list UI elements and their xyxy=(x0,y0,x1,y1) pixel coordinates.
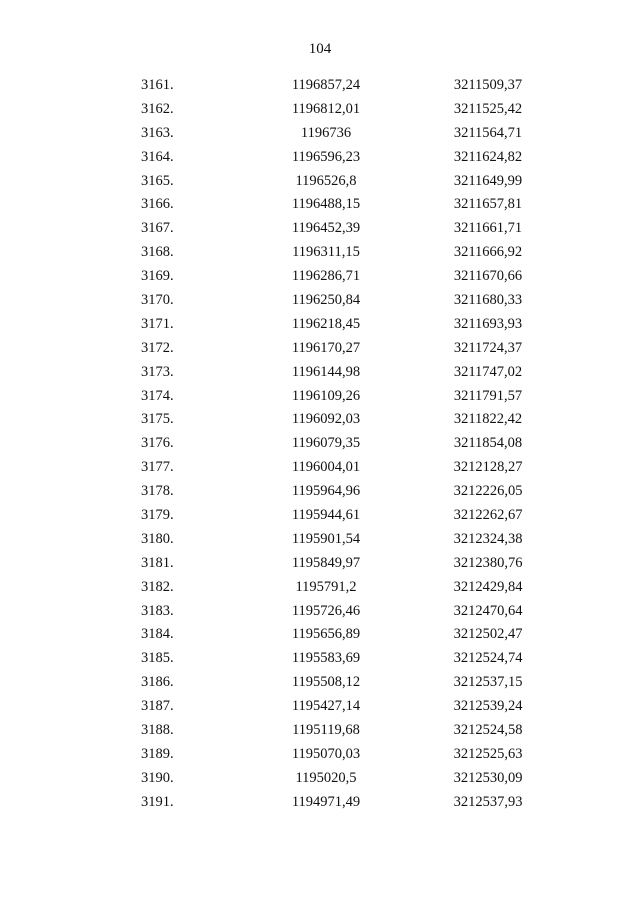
coordinate-x: 1196812,01 xyxy=(291,100,361,117)
coordinate-x: 1196736 xyxy=(300,124,352,141)
coordinate-y: 3212539,24 xyxy=(453,698,523,715)
table-row xyxy=(0,74,640,98)
table-row xyxy=(0,791,640,815)
table-row xyxy=(0,767,640,791)
coordinate-x: 1196109,26 xyxy=(291,387,361,404)
point-number: 3169. xyxy=(141,268,174,285)
coordinate-x: 1196596,23 xyxy=(291,148,361,165)
coordinate-x: 1195849,97 xyxy=(291,554,361,571)
point-number: 3172. xyxy=(141,339,174,356)
coordinate-y: 3212537,93 xyxy=(453,793,523,810)
coordinate-y: 3212429,84 xyxy=(453,578,523,595)
coordinate-y: 3211657,81 xyxy=(453,196,523,213)
coordinate-y: 3212524,58 xyxy=(453,722,523,739)
point-number: 3190. xyxy=(141,769,174,786)
coordinate-y: 3211661,71 xyxy=(453,220,523,237)
point-number: 3187. xyxy=(141,698,174,715)
table-row xyxy=(0,408,640,432)
point-number: 3164. xyxy=(141,148,174,165)
coordinate-y: 3212128,27 xyxy=(453,459,523,476)
point-number: 3183. xyxy=(141,602,174,619)
coordinate-y: 3211693,93 xyxy=(453,315,523,332)
table-row xyxy=(0,743,640,767)
coordinate-y: 3212262,67 xyxy=(453,507,523,524)
coordinate-x: 1195964,96 xyxy=(291,483,361,500)
coordinate-y: 3211624,82 xyxy=(453,148,523,165)
coordinate-y: 3211509,37 xyxy=(453,77,523,93)
point-number: 3186. xyxy=(141,674,174,691)
coordinate-x: 1196857,24 xyxy=(291,77,361,93)
coordinate-y: 3211724,37 xyxy=(453,339,523,356)
table-row xyxy=(0,671,640,695)
table-row xyxy=(0,480,640,504)
table-row xyxy=(0,576,640,600)
point-number: 3184. xyxy=(141,626,174,643)
coordinate-x: 1196092,03 xyxy=(291,411,361,428)
table-row xyxy=(0,313,640,337)
point-number: 3162. xyxy=(141,100,174,117)
table-row xyxy=(0,719,640,743)
point-number: 3178. xyxy=(141,483,174,500)
table-row xyxy=(0,170,640,194)
coordinate-x: 1195656,89 xyxy=(291,626,361,643)
point-number: 3163. xyxy=(141,124,174,141)
table-row xyxy=(0,217,640,241)
table-row xyxy=(0,432,640,456)
coordinate-y: 3212525,63 xyxy=(453,745,523,762)
coordinate-x: 1195427,14 xyxy=(291,698,361,715)
coordinate-x: 1194971,49 xyxy=(291,793,361,810)
point-number: 3171. xyxy=(141,315,174,332)
table-row xyxy=(0,695,640,719)
page-number: 104 xyxy=(308,41,332,57)
table-row xyxy=(0,265,640,289)
table-row xyxy=(0,647,640,671)
coordinate-table xyxy=(0,74,640,815)
table-row xyxy=(0,193,640,217)
coordinate-x: 1195508,12 xyxy=(291,674,361,691)
point-number: 3191. xyxy=(141,793,174,810)
point-number: 3168. xyxy=(141,244,174,261)
table-row xyxy=(0,337,640,361)
point-number: 3185. xyxy=(141,650,174,667)
table-row xyxy=(0,361,640,385)
coordinate-x: 1196004,01 xyxy=(291,459,361,476)
coordinate-y: 3212537,15 xyxy=(453,674,523,691)
point-number: 3166. xyxy=(141,196,174,213)
point-number: 3170. xyxy=(141,292,174,309)
table-row xyxy=(0,122,640,146)
coordinate-y: 3211564,71 xyxy=(453,124,523,141)
coordinate-y: 3212502,47 xyxy=(453,626,523,643)
table-row xyxy=(0,456,640,480)
point-number: 3173. xyxy=(141,363,174,380)
coordinate-y: 3212524,74 xyxy=(453,650,523,667)
coordinate-x: 1195944,61 xyxy=(291,507,361,524)
table-row xyxy=(0,600,640,624)
coordinate-x: 1196079,35 xyxy=(291,435,361,452)
coordinate-y: 3211747,02 xyxy=(453,363,523,380)
table-row xyxy=(0,504,640,528)
point-number: 3182. xyxy=(141,578,174,595)
table-row xyxy=(0,146,640,170)
coordinate-x: 1196170,27 xyxy=(291,339,361,356)
point-number: 3174. xyxy=(141,387,174,404)
coordinate-x: 1195726,46 xyxy=(291,602,361,619)
coordinate-y: 3212226,05 xyxy=(453,483,523,500)
coordinate-x: 1196218,45 xyxy=(291,315,361,332)
coordinate-x: 1195119,68 xyxy=(292,722,360,739)
coordinate-y: 3212470,64 xyxy=(453,602,523,619)
coordinate-x: 1196144,98 xyxy=(291,363,361,380)
table-row xyxy=(0,289,640,313)
coordinate-x: 1196286,71 xyxy=(291,268,361,285)
coordinate-y: 3211822,42 xyxy=(453,411,523,428)
point-number: 3177. xyxy=(141,459,174,476)
point-number: 3167. xyxy=(141,220,174,237)
point-number: 3165. xyxy=(141,172,174,189)
coordinate-y: 3211854,08 xyxy=(453,435,523,452)
table-row xyxy=(0,385,640,409)
coordinate-y: 3211649,99 xyxy=(453,172,523,189)
coordinate-y: 3211680,33 xyxy=(453,292,523,309)
coordinate-y: 3211525,42 xyxy=(453,100,523,117)
coordinate-y: 3211666,92 xyxy=(453,244,523,261)
point-number: 3180. xyxy=(141,530,174,547)
point-number: 3176. xyxy=(141,435,174,452)
coordinate-x: 1195070,03 xyxy=(291,745,361,762)
point-number: 3188. xyxy=(141,722,174,739)
coordinate-y: 3212380,76 xyxy=(453,554,523,571)
coordinate-x: 1195020,5 xyxy=(295,769,357,786)
point-number: 3181. xyxy=(141,554,174,571)
coordinate-y: 3211670,66 xyxy=(453,268,523,285)
point-number: 3179. xyxy=(141,507,174,524)
coordinate-y: 3211791,57 xyxy=(453,387,523,404)
point-number: 3175. xyxy=(141,411,174,428)
coordinate-y: 3212530,09 xyxy=(453,769,523,786)
table-row xyxy=(0,552,640,576)
coordinate-x: 1195901,54 xyxy=(291,530,361,547)
coordinate-x: 1196488,15 xyxy=(291,196,361,213)
point-number: 3189. xyxy=(141,745,174,762)
coordinate-x: 1195791,2 xyxy=(295,578,357,595)
coordinate-x: 1195583,69 xyxy=(291,650,361,667)
coordinate-x: 1196526,8 xyxy=(295,172,357,189)
coordinate-x: 1196452,39 xyxy=(291,220,361,237)
table-row xyxy=(0,623,640,647)
table-row xyxy=(0,241,640,265)
table-row xyxy=(0,528,640,552)
coordinate-y: 3212324,38 xyxy=(453,530,523,547)
coordinate-x: 1196311,15 xyxy=(292,244,360,261)
coordinate-x: 1196250,84 xyxy=(291,292,361,309)
table-row xyxy=(0,98,640,122)
point-number: 3161. xyxy=(141,77,174,93)
